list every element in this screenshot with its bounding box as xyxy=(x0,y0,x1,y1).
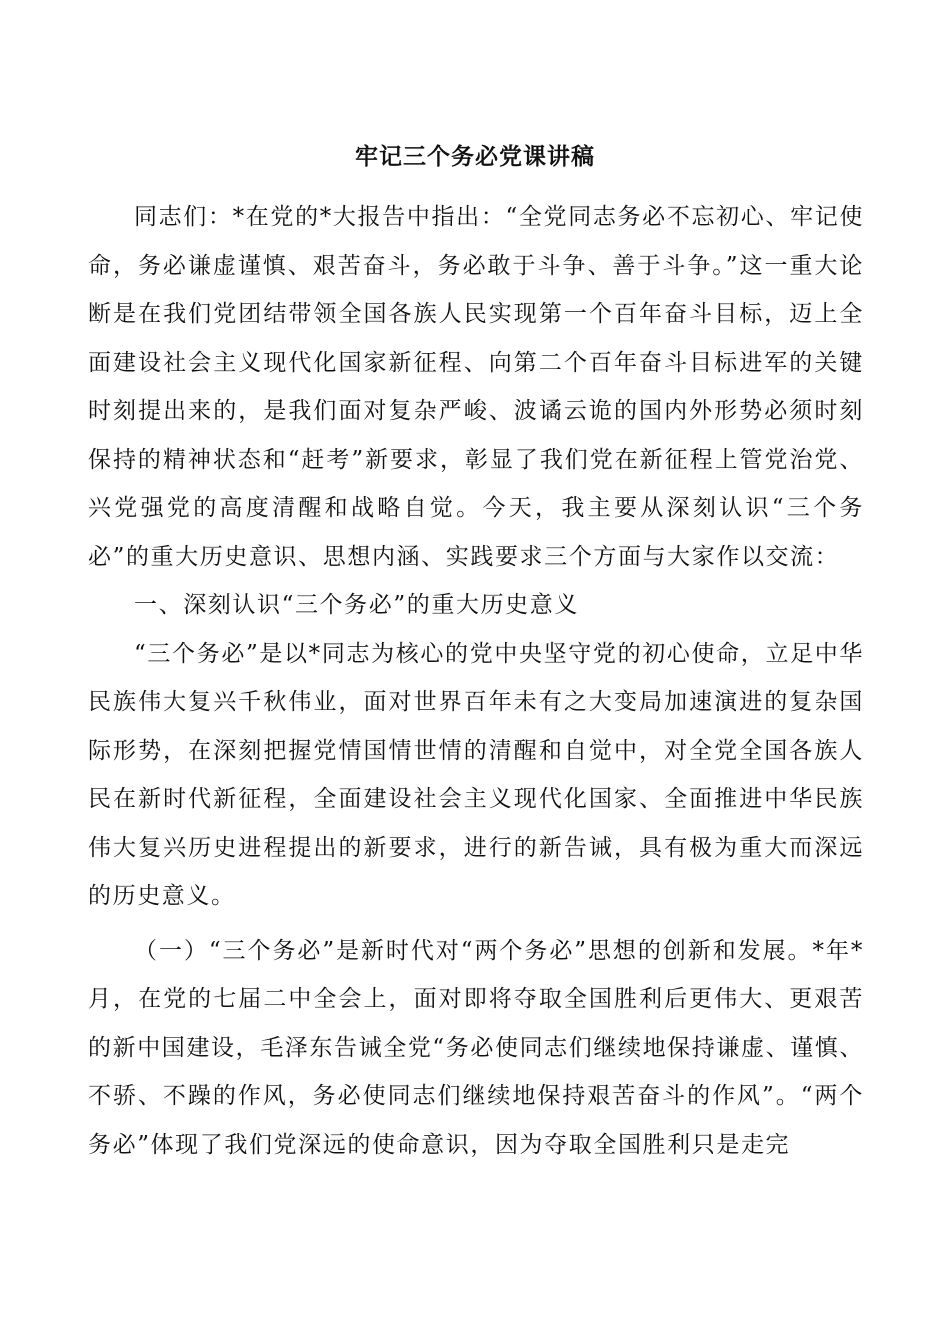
paragraph-historical-significance: “三个务必”是以*同志为核心的党中央坚守党的初心使命，立足中华民族伟大复兴千秋伟业，面对世界百年未有之大变局加速演进的复杂国际形势，在深刻把握党情国情世情的清醒和自觉中，对全党全国各族人民在新时代新征程，全面建设社会主义现代化国家、全面推进中华民族伟大复兴历史进程提出的新要求，进行的新告诫，具有极为重大而深远的历史意义。 xyxy=(88,640,864,909)
section-heading-1: 一、深刻认识“三个务必”的重大历史意义 xyxy=(134,592,579,618)
paragraph-intro: 同志们：*在党的*大报告中指出：“全党同志务必不忘初心、牢记使命，务必谦虚谨慎、艰苦奋斗，务必敢于斗争、善于斗争。”这一重大论断是在我们党团结带领全国各族人民实现第一个百年奋斗目标，迈上全面建设社会主义现代化国家新征程、向第二个百年奋斗目标进军的关键时刻提出来的，是我们面对复杂严峻、波谲云诡的国内外形势必须时刻保持的精神状态和“赶考”新要求，彰显了我们党在新征程上管党治党、兴党强党的高度清醒和战略自觉。今天，我主要从深刻认识“三个务必”的重大历史意识、思想内涵、实践要求三个方面与大家作以交流： xyxy=(88,204,864,570)
document-title: 牢记三个务必党课讲稿 xyxy=(355,143,595,170)
paragraph-subsection-1: （一）“三个务必”是新时代对“两个务必”思想的创新和发展。*年*月，在党的七届二中全会上，面对即将夺取全国胜利后更伟大、更艰苦的新中国建设，毛泽东告诫全党“务必使同志们继续地保持谦虚、谨慎、不骄、不躁的作风，务必使同志们继续地保持艰苦奋斗的作风”。“两个务必”体现了我们党深远的使命意识，因为夺取全国胜利只是走完 xyxy=(88,937,864,1158)
document-body xyxy=(88,193,864,1169)
